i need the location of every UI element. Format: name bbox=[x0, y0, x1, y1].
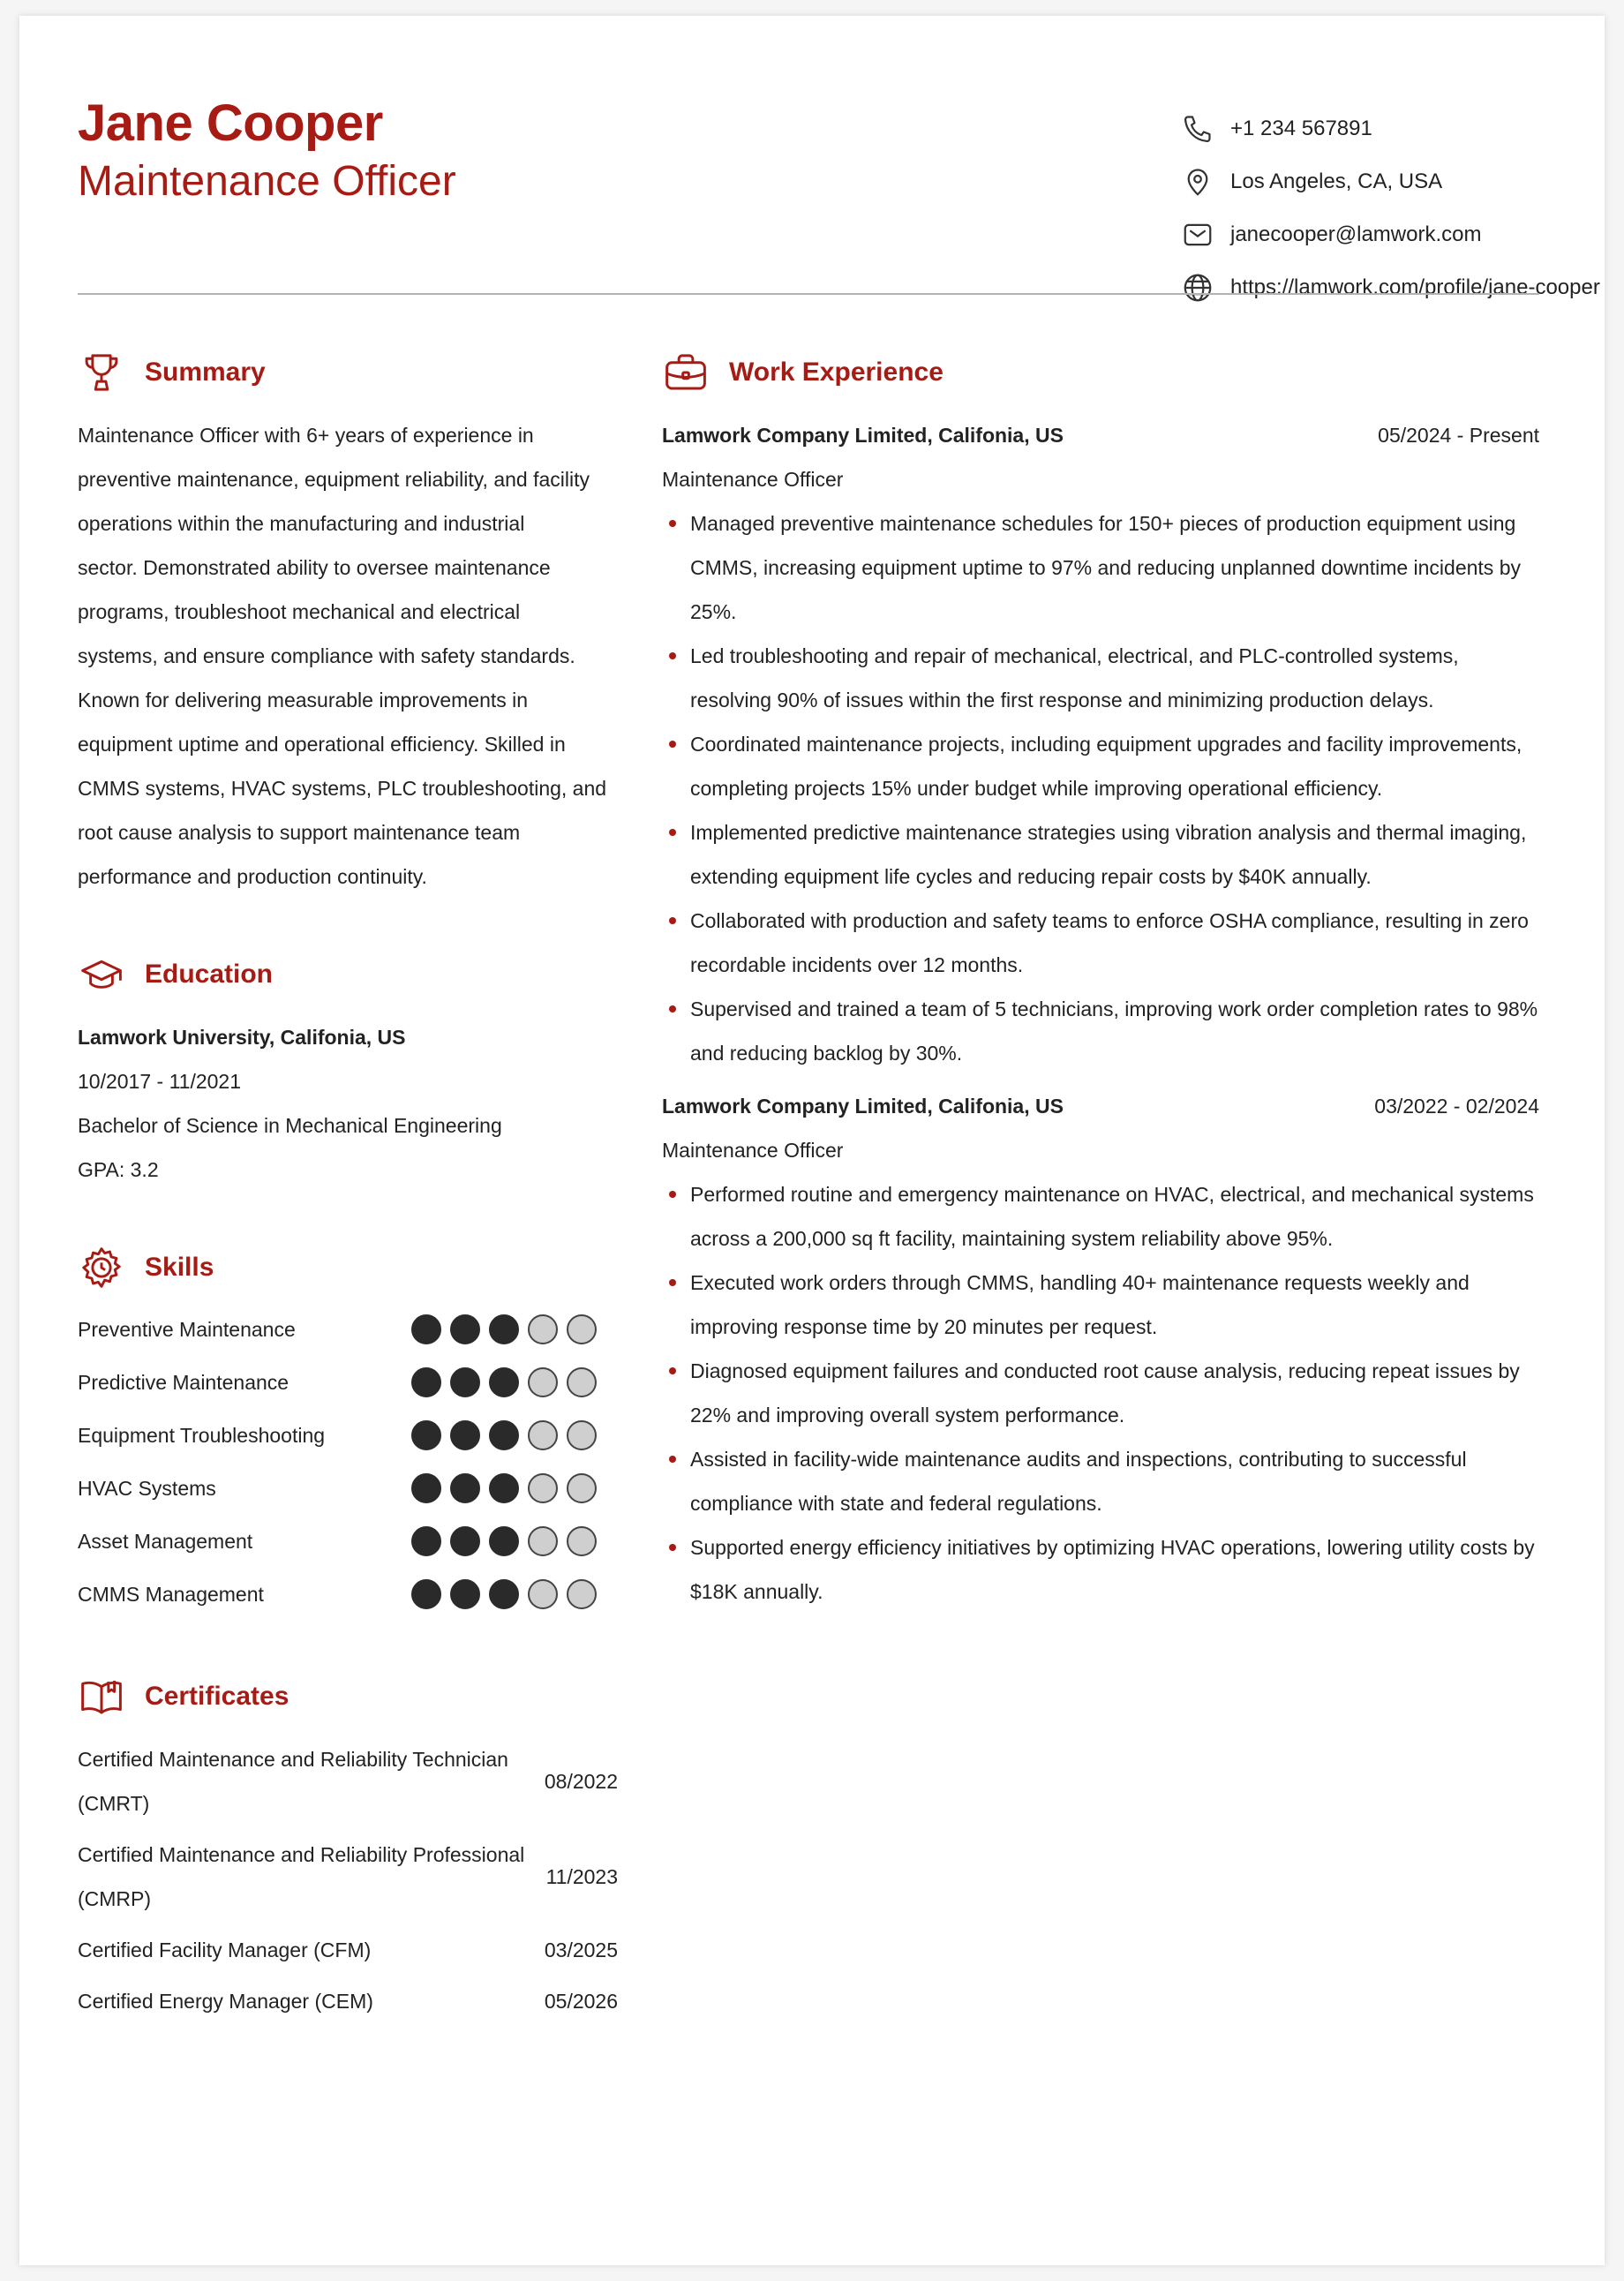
skill-dot-empty bbox=[567, 1367, 597, 1397]
location-text: Los Angeles, CA, USA bbox=[1230, 169, 1443, 193]
location-pin-icon bbox=[1181, 165, 1214, 199]
job-role: Maintenance Officer bbox=[662, 468, 844, 491]
job-bullet: Collaborated with production and safety teams to enforce OSHA compliance, resulting in zero recordable incidents over 12 months. bbox=[662, 899, 1539, 987]
experience-heading bbox=[662, 346, 1539, 399]
email-text: janecooper@lamwork.com bbox=[1230, 222, 1482, 246]
skill-row bbox=[78, 1462, 618, 1515]
summary-line: programs, troubleshoot mechanical and electrical bbox=[78, 600, 521, 623]
summary-heading bbox=[78, 346, 618, 399]
resume-header bbox=[78, 78, 1600, 307]
summary-line: operations within the manufacturing and industrial bbox=[78, 512, 525, 535]
education-gpa: GPA: 3.2 bbox=[78, 1158, 159, 1181]
certificates-list bbox=[78, 1734, 618, 2027]
skill-dot-filled bbox=[411, 1420, 441, 1450]
briefcase-icon bbox=[662, 349, 710, 396]
skill-dot-empty bbox=[528, 1367, 558, 1397]
candidate-name: Jane Cooper bbox=[78, 94, 383, 152]
skill-dot-empty bbox=[567, 1473, 597, 1503]
skill-dot-filled bbox=[450, 1526, 480, 1556]
certificates-heading-text: Certificates bbox=[145, 1682, 289, 1711]
skill-dot-empty bbox=[567, 1420, 597, 1450]
certificate-date: 08/2022 bbox=[544, 1769, 618, 1793]
job-bullet: Implemented predictive maintenance strategies using vibration analysis and thermal imaging, extending equipment life cycles and reducing repair costs by $40K annually. bbox=[662, 810, 1539, 899]
skill-rating bbox=[411, 1420, 597, 1450]
certificate-name: Certified Maintenance and Reliability Technician (CMRT) bbox=[78, 1748, 508, 1815]
skill-dot-empty bbox=[567, 1579, 597, 1609]
skill-dot-empty bbox=[528, 1473, 558, 1503]
job-role: Maintenance Officer bbox=[662, 1139, 844, 1162]
contact-email bbox=[1181, 208, 1622, 261]
job-entry bbox=[662, 1084, 1539, 1614]
left-column bbox=[78, 346, 618, 2027]
certificate-row bbox=[78, 1734, 618, 1829]
contact-website bbox=[1181, 261, 1622, 314]
gear-clock-icon bbox=[78, 1244, 125, 1291]
skill-dot-filled bbox=[489, 1526, 519, 1556]
job-bullet: Supported energy efficiency initiatives by optimizing HVAC operations, lowering utility costs by $18K annually. bbox=[662, 1525, 1539, 1614]
skills-heading-text: Skills bbox=[145, 1253, 214, 1282]
skill-rating bbox=[411, 1473, 597, 1503]
certificate-name: Certified Maintenance and Reliability Professional (CMRP) bbox=[78, 1843, 525, 1910]
skill-row bbox=[78, 1515, 618, 1568]
summary-line: preventive maintenance, equipment reliability, and facility bbox=[78, 468, 590, 491]
website-text: https://lamwork.com/profile/jane-cooper bbox=[1230, 275, 1600, 299]
skill-dot-filled bbox=[489, 1367, 519, 1397]
skill-row bbox=[78, 1356, 618, 1409]
job-bullet: Led troubleshooting and repair of mechanical, electrical, and PLC-controlled systems, resolving 90% of issues within the first response and minimizing production delays. bbox=[662, 634, 1539, 722]
certificate-row bbox=[78, 1924, 618, 1976]
job-dates: 05/2024 - Present bbox=[1378, 424, 1539, 447]
education-heading bbox=[78, 948, 618, 1001]
skill-dot-empty bbox=[528, 1314, 558, 1344]
education-school: Lamwork University, Califonia, US bbox=[78, 1026, 406, 1049]
skills-list bbox=[78, 1303, 618, 1621]
job-bullet: Managed preventive maintenance schedules for 150+ pieces of production equipment using CMMS, increasing equipment uptime to 97% and reducing unplanned downtime incidents by 25%. bbox=[662, 501, 1539, 634]
job-company: Lamwork Company Limited, Califonia, US bbox=[662, 424, 1064, 447]
certificate-date: 03/2025 bbox=[544, 1938, 618, 1961]
skill-dot-filled bbox=[489, 1314, 519, 1344]
summary-line: Maintenance Officer with 6+ years of experience in bbox=[78, 424, 534, 447]
right-column bbox=[662, 346, 1539, 1614]
summary-line: CMMS systems, HVAC systems, PLC troubleshooting, and bbox=[78, 777, 607, 800]
education-entry bbox=[78, 1015, 618, 1192]
skill-dot-filled bbox=[411, 1579, 441, 1609]
skill-dot-empty bbox=[567, 1314, 597, 1344]
skill-rating bbox=[411, 1526, 597, 1556]
job-entry bbox=[662, 413, 1539, 1075]
skill-dot-filled bbox=[489, 1473, 519, 1503]
resume-page bbox=[19, 16, 1605, 2265]
skill-name: Preventive Maintenance bbox=[78, 1317, 296, 1341]
job-bullet: Coordinated maintenance projects, including equipment upgrades and facility improvements, completing projects 15% under budget while improving operational efficiency. bbox=[662, 722, 1539, 810]
skill-dot-filled bbox=[411, 1367, 441, 1397]
graduation-cap-icon bbox=[78, 951, 125, 998]
skill-name: HVAC Systems bbox=[78, 1476, 216, 1500]
skill-dot-filled bbox=[411, 1314, 441, 1344]
skill-rating bbox=[411, 1579, 597, 1609]
skill-dot-filled bbox=[489, 1579, 519, 1609]
certificate-date: 11/2023 bbox=[545, 1864, 618, 1888]
job-bullet: Supervised and trained a team of 5 technicians, improving work order completion rates to 98% and reducing backlog by 30%. bbox=[662, 987, 1539, 1075]
mail-icon bbox=[1181, 218, 1214, 252]
summary-heading-text: Summary bbox=[145, 358, 266, 387]
phone-text: +1 234 567891 bbox=[1230, 117, 1372, 140]
skill-name: Predictive Maintenance bbox=[78, 1370, 289, 1394]
job-bullet: Diagnosed equipment failures and conducted root cause analysis, reducing repeat issues by 22% and improving overall system performance. bbox=[662, 1349, 1539, 1437]
header-divider bbox=[78, 293, 1539, 295]
skill-dot-filled bbox=[450, 1420, 480, 1450]
summary-line: root cause analysis to support maintenance team bbox=[78, 821, 521, 844]
contact-phone bbox=[1181, 102, 1622, 155]
certificates-heading bbox=[78, 1670, 618, 1723]
skill-rating bbox=[411, 1314, 597, 1344]
skill-dot-filled bbox=[411, 1473, 441, 1503]
skill-row bbox=[78, 1409, 618, 1462]
summary-line: performance and production continuity. bbox=[78, 865, 427, 888]
job-dates: 03/2022 - 02/2024 bbox=[1374, 1095, 1539, 1118]
contact-list bbox=[1181, 102, 1622, 314]
skills-heading bbox=[78, 1241, 618, 1294]
job-bullet: Executed work orders through CMMS, handling 40+ maintenance requests weekly and improving response time by 20 minutes per request. bbox=[662, 1261, 1539, 1349]
skill-dot-filled bbox=[450, 1314, 480, 1344]
skill-row bbox=[78, 1568, 618, 1621]
skill-dot-filled bbox=[450, 1473, 480, 1503]
skill-dot-filled bbox=[411, 1526, 441, 1556]
skill-dot-filled bbox=[450, 1367, 480, 1397]
experience-heading-text: Work Experience bbox=[729, 358, 944, 387]
skill-dot-filled bbox=[489, 1420, 519, 1450]
summary-line: systems, and ensure compliance with safety standards. bbox=[78, 644, 575, 667]
trophy-icon bbox=[78, 349, 125, 396]
skill-dot-empty bbox=[528, 1526, 558, 1556]
job-company: Lamwork Company Limited, Califonia, US bbox=[662, 1095, 1064, 1118]
certificate-row bbox=[78, 1829, 618, 1924]
summary-text bbox=[78, 413, 618, 899]
job-bullets bbox=[662, 1172, 1539, 1614]
job-bullet: Assisted in facility-wide maintenance audits and inspections, contributing to successful compliance with state and federal regulations. bbox=[662, 1437, 1539, 1525]
globe-icon bbox=[1181, 271, 1214, 305]
skill-dot-filled bbox=[450, 1579, 480, 1609]
certificate-row bbox=[78, 1976, 618, 2027]
education-heading-text: Education bbox=[145, 960, 274, 989]
skill-dot-empty bbox=[567, 1526, 597, 1556]
certificate-name: Certified Facility Manager (CFM) bbox=[78, 1938, 372, 1961]
summary-line: sector. Demonstrated ability to oversee maintenance bbox=[78, 556, 551, 579]
skill-rating bbox=[411, 1367, 597, 1397]
skill-name: Asset Management bbox=[78, 1529, 253, 1553]
summary-line: Known for delivering measurable improvements in bbox=[78, 689, 529, 711]
candidate-title: Maintenance Officer bbox=[78, 158, 456, 205]
open-book-icon bbox=[78, 1673, 125, 1720]
contact-location bbox=[1181, 155, 1622, 208]
skill-row bbox=[78, 1303, 618, 1356]
education-degree: Bachelor of Science in Mechanical Engineering bbox=[78, 1114, 502, 1137]
summary-line: equipment uptime and operational efficiency. Skilled in bbox=[78, 733, 566, 756]
job-bullet: Performed routine and emergency maintenance on HVAC, electrical, and mechanical systems across a 200,000 sq ft facility, maintaining system reliability above 95%. bbox=[662, 1172, 1539, 1261]
skill-name: CMMS Management bbox=[78, 1582, 264, 1606]
education-dates: 10/2017 - 11/2021 bbox=[78, 1070, 242, 1093]
skill-dot-empty bbox=[528, 1579, 558, 1609]
certificate-name: Certified Energy Manager (CEM) bbox=[78, 1990, 373, 2013]
phone-icon bbox=[1181, 112, 1214, 146]
skill-dot-empty bbox=[528, 1420, 558, 1450]
certificate-date: 05/2026 bbox=[544, 1989, 618, 2013]
skill-name: Equipment Troubleshooting bbox=[78, 1423, 326, 1447]
job-bullets bbox=[662, 501, 1539, 1075]
